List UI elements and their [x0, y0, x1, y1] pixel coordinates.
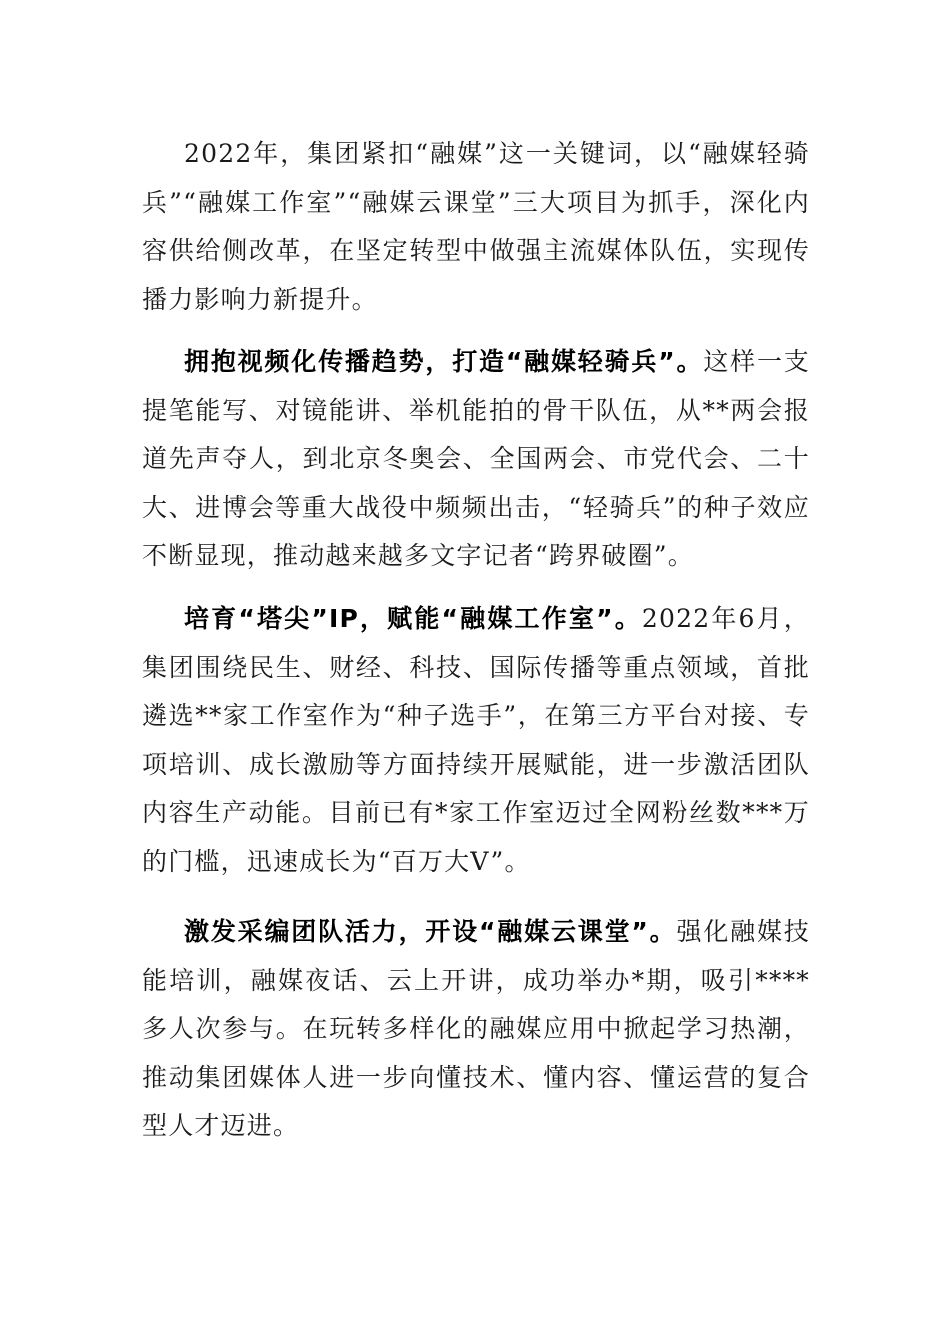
paragraph-body: 2022年6月，集团围绕民生、财经、科技、国际传播等重点领域，首批遴选**家工作室作为“种子选手”，在第三方平台对接、专项培训、成长激励等方面持续开展赋能，进一步激活团队内容生产动能。目前已有*家工作室迈过全网粉丝数***万的门槛，迅速成长为“百万大V”。: [142, 604, 810, 876]
paragraph-body: 这样一支提笔能写、对镜能讲、举机能拍的骨干队伍，从**两会报道先声夺人，到北京冬奥会、全国两会、市党代会、二十大、进博会等重大战役中频频出击，“轻骑兵”的种子效应不断显现，推动越来越多文字记者“跨界破圈”。: [142, 347, 810, 570]
paragraph-lead: 培育“塔尖”IP，赋能“融媒工作室”。: [184, 604, 642, 633]
paragraph-body: 2022年，集团紧扣“融媒”这一关键词，以“融媒轻骑兵”“融媒工作室”“融媒云课堂”三大项目为抓手，深化内容供给侧改革，在坚定转型中做强主流媒体队伍，实现传播力影响力新提升。: [142, 139, 810, 314]
paragraph-lead: 拥抱视频化传播趋势，打造“融媒轻骑兵”。: [184, 347, 704, 376]
paragraph-cloud-classroom: [142, 908, 810, 1151]
paragraph-studio: [142, 595, 810, 886]
paragraph-body: 强化融媒技能培训，融媒夜话、云上开讲，成功举办*期，吸引****多人次参与。在玩转多样化的融媒应用中掀起学习热潮，推动集团媒体人进一步向懂技术、懂内容、懂运营的复合型人才迈进。: [142, 917, 810, 1140]
paragraph-intro: [142, 130, 810, 324]
paragraph-light-cavalry: [142, 338, 810, 581]
paragraph-lead: 激发采编团队活力，开设“融媒云课堂”。: [184, 917, 677, 946]
